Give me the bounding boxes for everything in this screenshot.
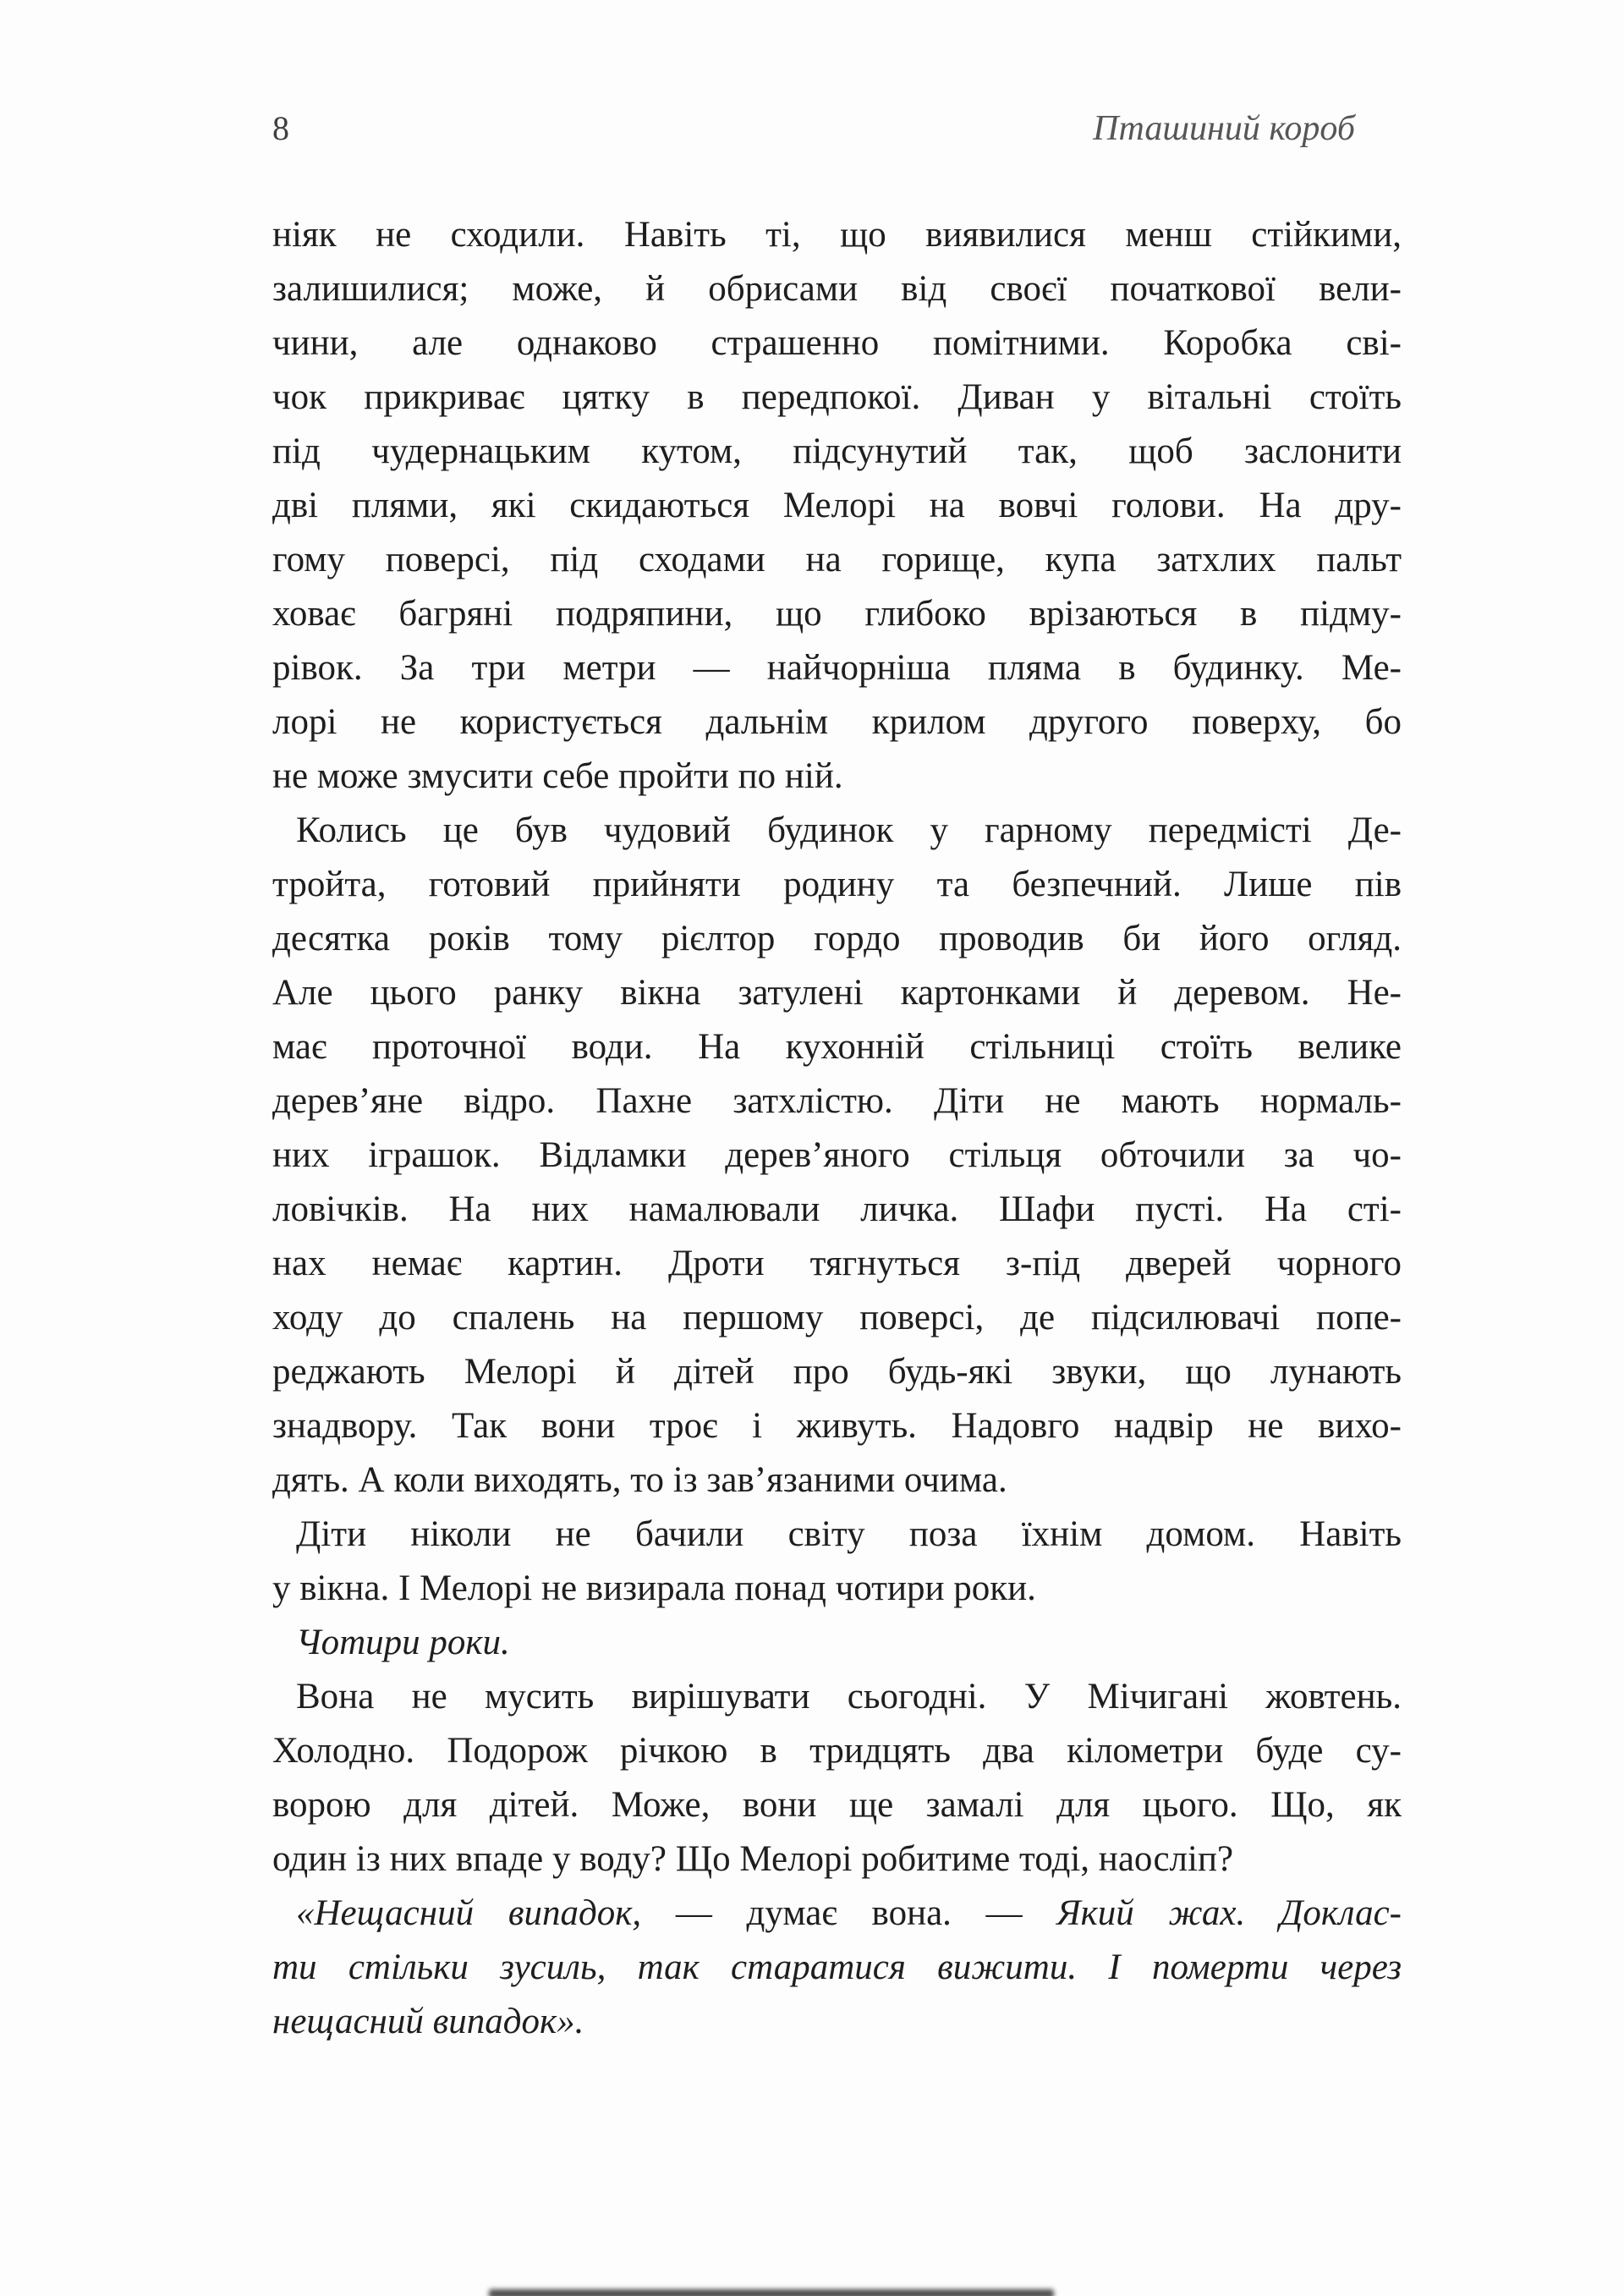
text-line xyxy=(272,479,1402,533)
text-line xyxy=(272,641,1402,695)
text-line xyxy=(272,1345,1402,1399)
text-run: Холодно. Подорож річкою в тридцять два кілометри буде су- xyxy=(272,1731,1402,1771)
paragraph xyxy=(272,1670,1402,1887)
text-line xyxy=(272,750,1402,804)
text-run: десятка років тому рієлтор гордо проводив би його огляд. xyxy=(272,919,1402,958)
text-line xyxy=(272,425,1402,479)
paragraph xyxy=(272,1616,1402,1670)
page-number: 8 xyxy=(272,109,289,147)
paragraph xyxy=(272,1508,1402,1616)
text-line xyxy=(272,1887,1402,1941)
text-line xyxy=(272,912,1402,966)
text-run: не може змусити себе пройти по ній. xyxy=(272,756,843,796)
text-line xyxy=(272,1399,1402,1453)
text-line xyxy=(272,262,1402,316)
text-run: дять. А коли виходять, то із зав’язаними очима. xyxy=(272,1460,1007,1500)
paragraph xyxy=(272,1887,1402,2049)
text-line xyxy=(272,1453,1402,1508)
text-run: лорі не користується дальнім крилом другого поверху, бо xyxy=(272,702,1402,742)
text-line xyxy=(272,316,1402,371)
text-run: залишилися; може, й обрисами від своєї початкової вели- xyxy=(272,269,1402,309)
text-run: Колись це був чудовий будинок у гарному передмісті Де- xyxy=(296,810,1402,850)
text-line xyxy=(272,1941,1402,1995)
text-run: Діти ніколи не бачили світу поза їхнім домом. Навіть xyxy=(296,1514,1402,1554)
text-run: ніяк не сходили. Навіть ті, що виявилися менш стійкими, xyxy=(272,215,1402,255)
text-run: один із них впаде у воду? Що Мелорі робитиме тоді, наосліп? xyxy=(272,1839,1234,1879)
page-text xyxy=(272,208,1402,2049)
text-run: має проточної води. На кухонній стільниці стоїть велике xyxy=(272,1027,1402,1067)
text-run: ховає багряні подряпини, що глибоко врізаються в підму- xyxy=(272,594,1402,634)
text-line xyxy=(272,695,1402,750)
text-run: Вона не мусить вирішувати сьогодні. У Мічигані жовтень. xyxy=(296,1677,1402,1717)
text-run: дві плями, які скидаються Мелорі на вовчі голови. На дру- xyxy=(272,486,1402,525)
running-title: Пташиний короб xyxy=(1093,109,1355,148)
text-line xyxy=(272,858,1402,912)
text-run: тройта, готовий прийняти родину та безпечний. Лише пів xyxy=(272,865,1402,904)
text-run: ловічків. На них намалювали личка. Шафи пусті. На сті- xyxy=(272,1189,1402,1229)
text-line xyxy=(272,1832,1402,1887)
text-line xyxy=(272,1183,1402,1237)
text-line xyxy=(272,1020,1402,1074)
text-line xyxy=(272,1129,1402,1183)
text-run: під чудернацьким кутом, підсунутий так, щоб заслонити xyxy=(272,431,1402,471)
text-run: — думає вона. — xyxy=(675,1893,1057,1933)
italic-text-run: нещасний випадок». xyxy=(272,2002,584,2041)
text-line xyxy=(272,1291,1402,1345)
text-line xyxy=(272,804,1402,858)
text-line xyxy=(272,1670,1402,1724)
text-run: чок прикриває цятку в передпокої. Диван у вітальні стоїть xyxy=(272,377,1402,417)
text-line xyxy=(272,1508,1402,1562)
paragraph xyxy=(272,804,1402,1508)
text-line xyxy=(272,1074,1402,1129)
text-run: дерев’яне відро. Пахне затхлістю. Діти не мають нормаль- xyxy=(272,1081,1402,1121)
italic-text-run: «Нещасний випадок, xyxy=(296,1893,676,1933)
text-line xyxy=(272,966,1402,1020)
text-run: гому поверсі, під сходами на горище, купа затхлих пальт xyxy=(272,540,1402,579)
text-line xyxy=(272,371,1402,425)
text-line xyxy=(272,1616,1402,1670)
text-run: знадвору. Так вони троє і живуть. Надовго надвір не вихо- xyxy=(272,1406,1402,1446)
italic-text-run: Чотири роки. xyxy=(296,1623,510,1662)
text-line xyxy=(272,533,1402,587)
text-line xyxy=(272,1778,1402,1832)
italic-text-run: Який жах. Доклас- xyxy=(1056,1893,1402,1933)
text-line xyxy=(272,587,1402,641)
page-header xyxy=(272,108,1355,149)
text-run: рівок. За три метри — найчорніша пляма в будинку. Ме- xyxy=(272,648,1402,688)
text-run: чини, але однаково страшенно помітними. Коробка сві- xyxy=(272,323,1402,363)
text-run: ходу до спалень на першому поверсі, де підсилювачі попе- xyxy=(272,1298,1402,1338)
text-line xyxy=(272,1995,1402,2049)
text-line xyxy=(272,1724,1402,1778)
text-line xyxy=(272,1237,1402,1291)
text-run: реджають Мелорі й дітей про будь-які звуки, що лунають xyxy=(272,1352,1402,1392)
text-run: ворою для дітей. Може, вони ще замалі для цього. Що, як xyxy=(272,1785,1402,1825)
text-run: них іграшок. Відламки дерев’яного стільця обточили за чо- xyxy=(272,1135,1402,1175)
italic-text-run: ти стільки зусиль, так старатися вижити. І померти через xyxy=(272,1947,1402,1987)
text-run: нах немає картин. Дроти тягнуться з-під дверей чорного xyxy=(272,1244,1402,1283)
text-run: у вікна. І Мелорі не визирала понад чотири роки. xyxy=(272,1568,1036,1608)
scan-edge-shadow xyxy=(489,2289,1054,2296)
paragraph xyxy=(272,208,1402,804)
text-line xyxy=(272,1562,1402,1616)
text-run: Але цього ранку вікна затулені картонками й деревом. Не- xyxy=(272,973,1402,1013)
text-line xyxy=(272,208,1402,262)
